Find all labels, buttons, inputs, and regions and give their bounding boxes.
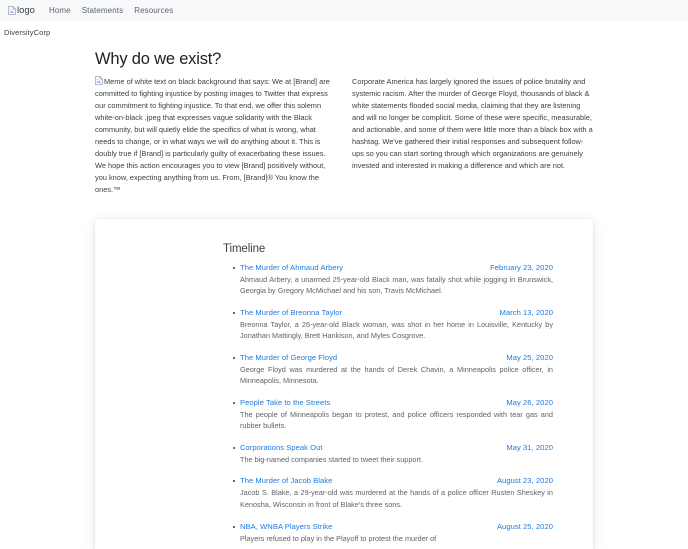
list-item: [240, 308, 553, 342]
timeline-entry-date: August 25, 2020: [496, 521, 553, 531]
timeline-entry-date: May 26, 2020: [506, 397, 553, 407]
timeline-heading: Timeline: [223, 242, 266, 255]
hero-left-paragraph: [95, 76, 336, 196]
timeline-entry-header: [240, 398, 553, 407]
nav-link-resources[interactable]: Resources: [134, 6, 174, 15]
page-title: Why do we exist?: [95, 50, 222, 68]
timeline-entry-date: February 23, 2020: [490, 262, 553, 272]
timeline-entry-header: [240, 443, 553, 452]
timeline-entry-description: Players refused to play in the Playoff to protest the murder of: [240, 533, 437, 543]
timeline-entry-title[interactable]: The Murder of Breonna Taylor: [240, 307, 343, 317]
timeline-entry-header: [240, 522, 553, 531]
timeline-entry-title[interactable]: NBA, WNBA Players Strike: [240, 521, 333, 531]
hero-right-column: [352, 76, 593, 196]
timeline-list: [95, 263, 593, 544]
timeline-section: [0, 196, 688, 549]
timeline-card: [95, 219, 593, 549]
hero-section: [0, 37, 688, 196]
timeline-entry-description: Ahmaud Arbery, a unarmed 25-year-old Black man, was fatally shot while jogging in Brunswick, Georgia by Gregory McMichael and his son, Travis McMichael.: [240, 274, 553, 296]
timeline-entry-title[interactable]: People Take to the Streets: [240, 397, 331, 407]
timeline-entry-title[interactable]: The Murder of Ahmaud Arbery: [240, 262, 344, 272]
timeline-entry-date: May 25, 2020: [506, 352, 553, 362]
list-item: [240, 522, 553, 545]
timeline-entry-header: [240, 263, 553, 272]
list-item: [240, 353, 553, 387]
timeline-entry-header: [240, 476, 553, 485]
hero-left-column: [95, 76, 336, 196]
timeline-entry-date: March 13, 2020: [499, 307, 553, 317]
nav-link-statements[interactable]: Statements: [81, 6, 124, 15]
hero-columns: [95, 76, 593, 196]
list-item: [240, 398, 553, 432]
broken-image-icon: [95, 76, 103, 85]
timeline-entry-header: [240, 308, 553, 317]
nav-links: [49, 6, 173, 15]
list-item: [240, 263, 553, 297]
list-item: [240, 476, 553, 510]
timeline-entry-title[interactable]: The Murder of George Floyd: [240, 352, 338, 362]
logo-link[interactable]: [8, 6, 35, 16]
timeline-entry-date: May 31, 2020: [506, 442, 553, 452]
timeline-entry-title[interactable]: The Murder of Jacob Blake: [240, 476, 333, 486]
list-item: [240, 443, 553, 466]
timeline-entry-description: Breonna Taylor, a 26-year-old Black woman, was shot in her home in Louisville, Kentucky by Jonathan Mattingly, Brett Hankison, and Myles Cosgrove.: [240, 319, 553, 341]
top-navbar: [0, 0, 688, 21]
nav-link-home[interactable]: Home: [48, 6, 71, 15]
subbrand-label: DiversityCorp: [4, 28, 51, 37]
hero-right-text: Corporate America has largely ignored the issues of police brutality and systemic racism. After the murder of George Floyd, thousands of black & white statements flooded social media, claiming that they are listening and will no longer be complicit. Some of these were specific, measurable, and actionable, and some of them were little more than a black box with a hashtag. We've gathered their initial responses and subsequent follow-ups so you can start sorting through which organizations are genuinely invested and interested in making a difference and which are not.: [352, 77, 593, 170]
timeline-entry-description: The big-named companies started to tweet their support.: [240, 454, 423, 464]
logo-alt-text: logo: [17, 4, 35, 16]
timeline-entry-title[interactable]: Corporations Speak Out: [240, 442, 323, 452]
timeline-entry-header: [240, 353, 553, 362]
timeline-entry-description: The people of Minneapolis began to protest, and police officers responded with tear gas and rubber bullets.: [240, 409, 553, 431]
timeline-entry-date: August 23, 2020: [496, 476, 553, 486]
hero-left-text: Meme of white text on black background that says: We at [Brand] are committed to fighting injustice by posting images to Twitter that express our commitment to fighting injustice. To that end, we offer this solemn white-on-black .jpeg that expresses vague solidarity with the Black community, but will quietly elide the specifics of what is wrong, what needs to change, or in what ways we will do anything about it. This is doubly true if [Brand] is particularly guilty of exacerbating these issues. We hope this action encourages you to view [Brand] positively without, you know, expecting anything from us. From, [Brand]® You know the ones.™: [95, 77, 330, 194]
timeline-entry-description: George Floyd was murdered at the hands of Derek Chavin, a Minneapolis police officer, in Minneapolis, Minnesota.: [240, 364, 553, 386]
timeline-entry-description: Jacob S. Blake, a 29-year-old was murdered at the hands of a police officer Rusten Sheskey in Kenosha, Wisconsin in front of Blake's three sons.: [240, 488, 553, 509]
broken-image-icon: [8, 6, 16, 15]
